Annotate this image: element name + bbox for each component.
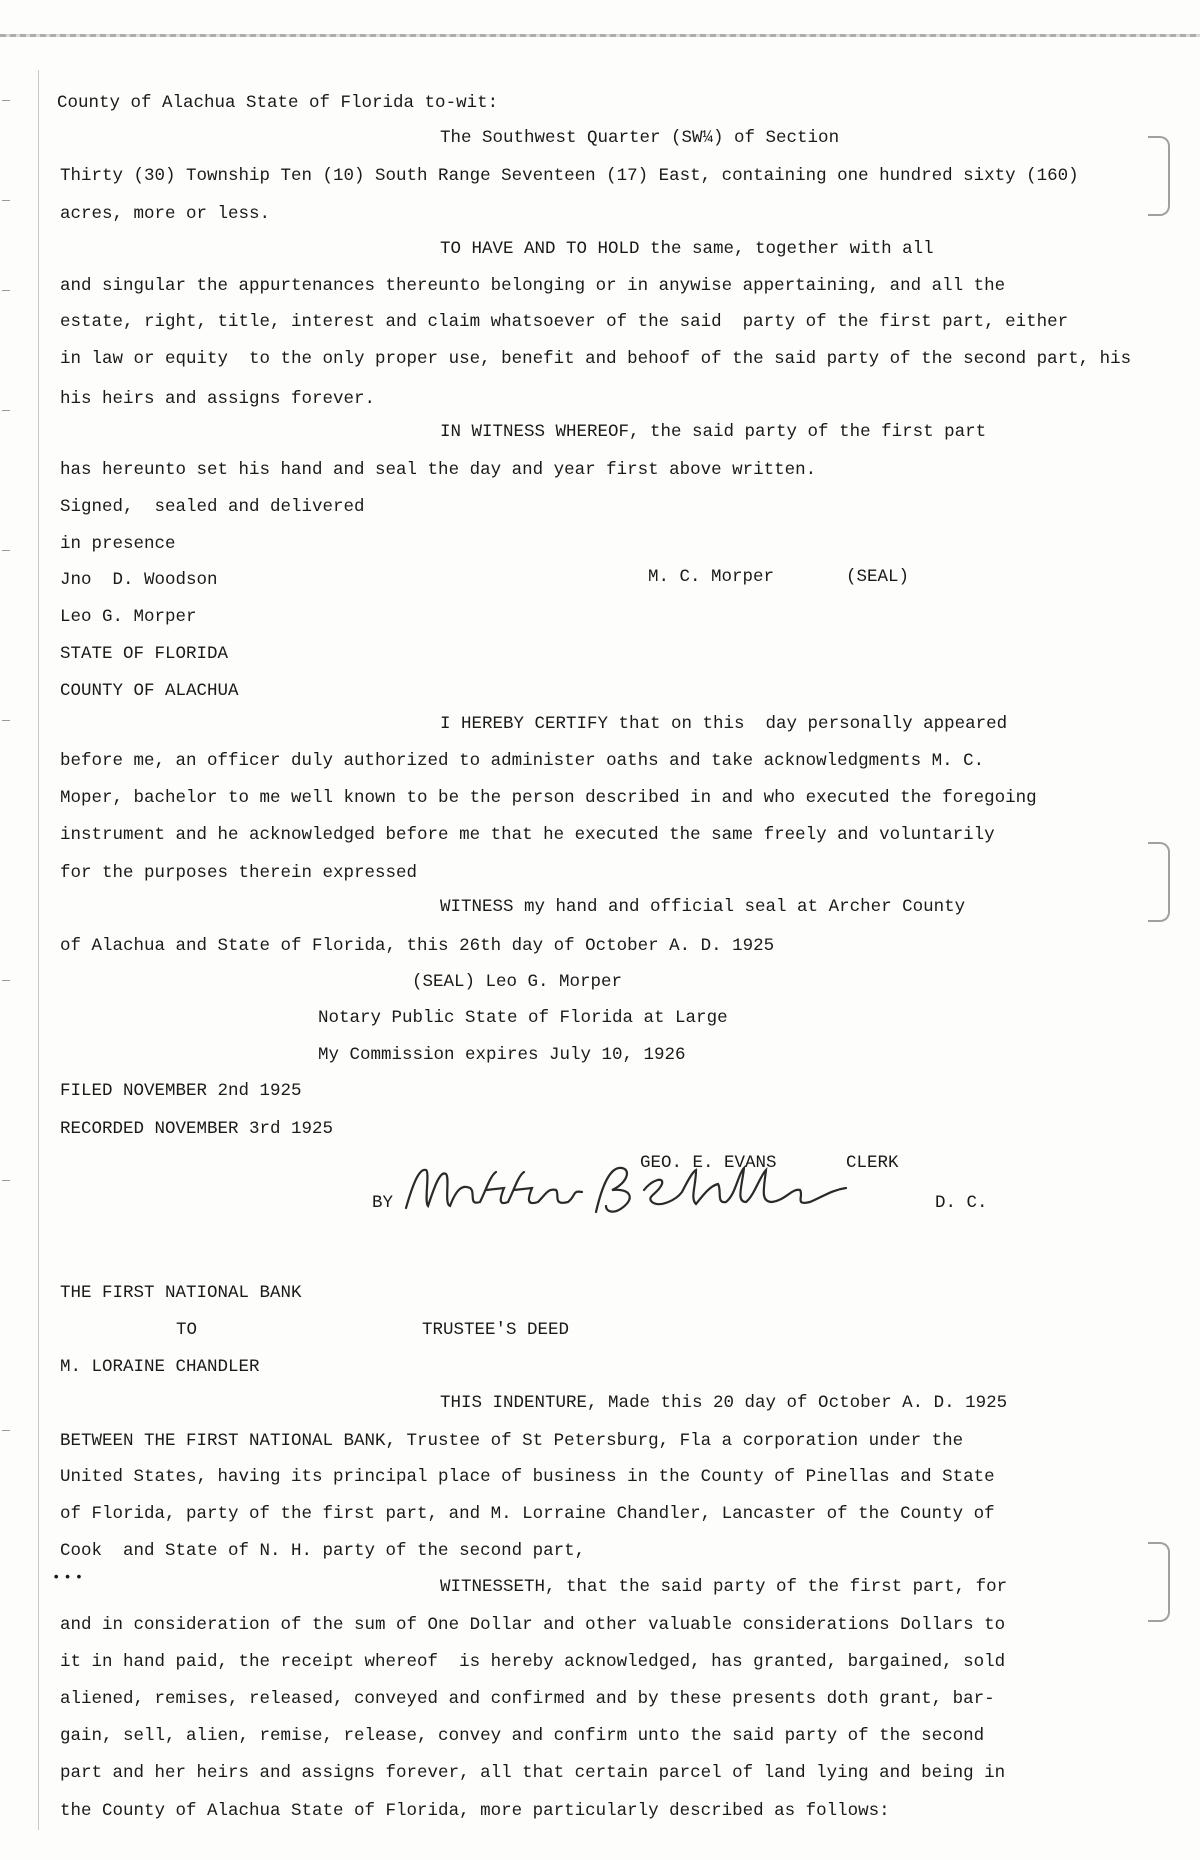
binder-hole-bottom bbox=[1148, 1542, 1170, 1622]
binder-hole-top bbox=[1148, 136, 1170, 216]
left-margin-rule bbox=[38, 70, 39, 1830]
recorded-date: RECORDED NOVEMBER 3rd 1925 bbox=[60, 1119, 334, 1139]
doc-line: Moper, bachelor to me well known to be the person described in and who executed the foregoing bbox=[60, 788, 1037, 808]
doc-line: part and her heirs and assigns forever, all that certain parcel of land lying and being in bbox=[60, 1763, 1006, 1783]
doc-line: aliened, remises, released, conveyed and confirmed and by these presents doth grant, bar- bbox=[60, 1689, 995, 1709]
doc-line: COUNTY OF ALACHUA bbox=[60, 681, 239, 701]
doc-line: estate, right, title, interest and claim whatsoever of the said party of the first part, either bbox=[60, 312, 1069, 332]
doc-line: instrument and he acknowledged before me that he executed the same freely and voluntarily bbox=[60, 825, 995, 845]
top-rule bbox=[0, 34, 1200, 37]
doc-line: and singular the appurtenances thereunto belonging or in anywise appertaining, and all the bbox=[60, 276, 1006, 296]
doc-line: it in hand paid, the receipt whereof is hereby acknowledged, has granted, bargained, sold bbox=[60, 1652, 1006, 1672]
to-label: TO bbox=[176, 1320, 198, 1340]
doc-line: has hereunto set his hand and seal the day and year first above written. bbox=[60, 460, 817, 480]
margin-tick-marks bbox=[0, 80, 14, 1780]
by-label: BY bbox=[372, 1193, 394, 1213]
clerk-name: GEO. E. EVANS bbox=[640, 1153, 777, 1173]
doc-line: in law or equity to the only proper use, benefit and behoof of the said party of the second part, his bbox=[60, 349, 1132, 369]
filed-date: FILED NOVEMBER 2nd 1925 bbox=[60, 1081, 302, 1101]
clerk-title: CLERK bbox=[846, 1153, 899, 1173]
grantor-name: THE FIRST NATIONAL BANK bbox=[60, 1283, 302, 1303]
doc-line: IN WITNESS WHEREOF, the said party of the first part bbox=[440, 422, 987, 442]
deed-title: TRUSTEE'S DEED bbox=[422, 1320, 570, 1340]
doc-line: Notary Public State of Florida at Large bbox=[318, 1008, 728, 1028]
doc-line: WITNESSETH, that the said party of the first part, for bbox=[440, 1577, 1008, 1597]
doc-line: BETWEEN THE FIRST NATIONAL BANK, Trustee of St Petersburg, Fla a corporation under the bbox=[60, 1431, 964, 1451]
doc-line: in presence bbox=[60, 534, 176, 554]
doc-line: STATE OF FLORIDA bbox=[60, 644, 229, 664]
doc-line: acres, more or less. bbox=[60, 204, 271, 224]
doc-line: The Southwest Quarter (SW¼) of Section bbox=[440, 128, 840, 148]
doc-line: I HEREBY CERTIFY that on this day personally appeared bbox=[440, 714, 1008, 734]
doc-line: gain, sell, alien, remise, release, convey and confirm unto the said party of the second bbox=[60, 1726, 985, 1746]
doc-line: WITNESS my hand and official seal at Archer County bbox=[440, 897, 966, 917]
doc-line: (SEAL) Leo G. Morper bbox=[412, 972, 623, 992]
signer-name: M. C. Morper bbox=[648, 567, 775, 587]
doc-line: before me, an officer duly authorized to administer oaths and take acknowledgments M. C. bbox=[60, 751, 985, 771]
doc-line: of Alachua and State of Florida, this 26th day of October A. D. 1925 bbox=[60, 936, 775, 956]
doc-line: United States, having its principal place of business in the County of Pinellas and State bbox=[60, 1467, 995, 1487]
doc-line: TO HAVE AND TO HOLD the same, together with all bbox=[440, 239, 934, 259]
doc-line: Cook and State of N. H. party of the second part, bbox=[60, 1541, 586, 1561]
binder-hole-middle bbox=[1148, 842, 1170, 922]
doc-line: the County of Alachua State of Florida, more particularly described as follows: bbox=[60, 1801, 890, 1821]
dots-mark: ••• bbox=[52, 1570, 87, 1586]
doc-line: THIS INDENTURE, Made this 20 day of October A. D. 1925 bbox=[440, 1393, 1008, 1413]
handwritten-signature bbox=[400, 1150, 860, 1230]
doc-line: County of Alachua State of Florida to-wit: bbox=[57, 93, 499, 113]
doc-line: of Florida, party of the first part, and M. Lorraine Chandler, Lancaster of the County of bbox=[60, 1504, 995, 1524]
doc-line: and in consideration of the sum of One Dollar and other valuable considerations Dollars to bbox=[60, 1615, 1006, 1635]
grantee-name: M. LORAINE CHANDLER bbox=[60, 1357, 260, 1377]
doc-line: Leo G. Morper bbox=[60, 607, 197, 627]
doc-line: Signed, sealed and delivered bbox=[60, 497, 365, 517]
doc-line: Jno D. Woodson bbox=[60, 570, 218, 590]
doc-line: My Commission expires July 10, 1926 bbox=[318, 1045, 686, 1065]
deputy-clerk-label: D. C. bbox=[935, 1193, 988, 1213]
doc-line: Thirty (30) Township Ten (10) South Range Seventeen (17) East, containing one hundred sixty (160) bbox=[60, 166, 1079, 186]
seal-label: (SEAL) bbox=[846, 567, 910, 587]
doc-line: for the purposes therein expressed bbox=[60, 863, 418, 883]
doc-line: his heirs and assigns forever. bbox=[60, 389, 376, 409]
